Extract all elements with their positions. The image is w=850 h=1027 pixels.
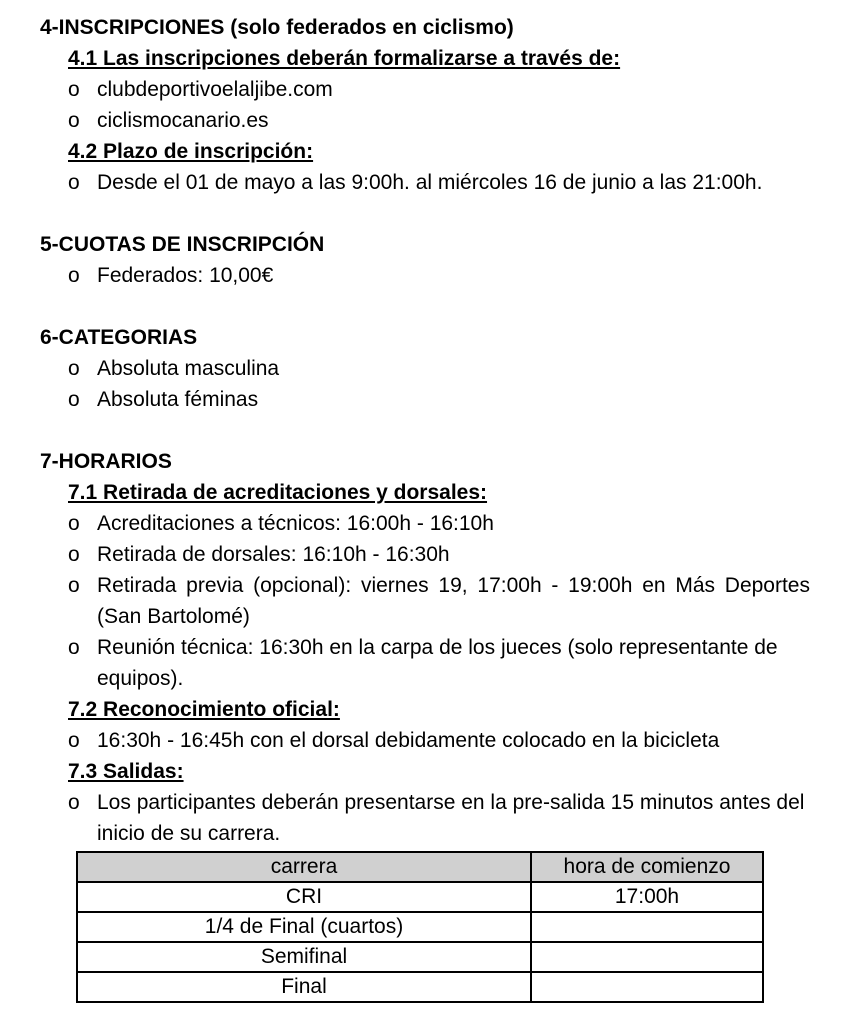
table-row: [77, 942, 763, 972]
table-cell: [531, 942, 763, 972]
section-7-1-title: 7.1 Retirada de acreditaciones y dorsales:: [68, 481, 488, 504]
bullet-icon: o: [68, 388, 80, 411]
table-header-cell: carrera: [77, 852, 531, 882]
list-item: o Federados: 10,00€: [68, 260, 810, 291]
list-item: o 16:30h - 16:45h con el dorsal debidamente colocado en la bicicleta: [68, 725, 810, 756]
table-row: [77, 972, 763, 1002]
list-item: o Reunión técnica: 16:30h en la carpa de los jueces (solo representante de equipos).: [68, 632, 810, 694]
bullet-icon: o: [68, 543, 80, 566]
table-row: [77, 912, 763, 942]
section-4-title: 4-INSCRIPCIONES (solo federados en ciclismo): [40, 16, 514, 39]
bullet-icon: o: [68, 171, 80, 194]
bullet-icon: o: [68, 729, 80, 752]
section-7-2-title: 7.2 Reconocimiento oficial:: [68, 698, 340, 721]
list-item: o Los participantes deberán presentarse en la pre-salida 15 minutos antes del inicio de su carrera.: [68, 787, 810, 849]
table-cell: CRI: [77, 882, 531, 912]
list-item: o Retirada de dorsales: 16:10h - 16:30h: [68, 539, 810, 570]
section-5-list: [40, 260, 810, 291]
bullet-icon: o: [68, 512, 80, 535]
bullet-icon: o: [68, 636, 80, 659]
schedule-table: [76, 851, 764, 1003]
section-4-1-list: [40, 74, 810, 136]
section-4-2-list: [40, 167, 810, 198]
section-4-1-title: 4.1 Las inscripciones deberán formalizarse a través de:: [68, 47, 621, 70]
bullet-icon: o: [68, 264, 80, 287]
list-item: o ciclismocanario.es: [68, 105, 810, 136]
list-item: o Absoluta féminas: [68, 384, 810, 415]
table-header-row: [77, 852, 763, 882]
list-item: o Retirada previa (opcional): viernes 19, 17:00h - 19:00h en Más Deportes (San Bartolomé): [68, 570, 810, 632]
section-7-1-list: [40, 508, 810, 694]
table-cell: [531, 972, 763, 1002]
section-6-title: 6-CATEGORIAS: [40, 326, 198, 349]
bullet-icon: o: [68, 109, 80, 132]
bullet-icon: o: [68, 791, 80, 814]
section-5-title: 5-CUOTAS DE INSCRIPCIÓN: [40, 233, 325, 256]
bullet-icon: o: [68, 574, 80, 597]
list-item: o clubdeportivoelaljibe.com: [68, 74, 810, 105]
section-4-2-title: 4.2 Plazo de inscripción:: [68, 140, 314, 163]
table-header-cell: hora de comienzo: [531, 852, 763, 882]
table-cell: [531, 912, 763, 942]
section-6-list: [40, 353, 810, 415]
section-7-3-title: 7.3 Salidas:: [68, 760, 184, 783]
bullet-icon: o: [68, 357, 80, 380]
bullet-icon: o: [68, 78, 80, 101]
table-cell: Final: [77, 972, 531, 1002]
table-row: [77, 882, 763, 912]
section-7-2-list: [40, 725, 810, 756]
list-item: o Absoluta masculina: [68, 353, 810, 384]
section-7-3-list: [40, 787, 810, 849]
list-item: o Acreditaciones a técnicos: 16:00h - 16:10h: [68, 508, 810, 539]
list-item: o Desde el 01 de mayo a las 9:00h. al miércoles 16 de junio a las 21:00h.: [68, 167, 810, 198]
table-cell: 17:00h: [531, 882, 763, 912]
section-7-title: 7-HORARIOS: [40, 450, 172, 473]
table-cell: Semifinal: [77, 942, 531, 972]
table-cell: 1/4 de Final (cuartos): [77, 912, 531, 942]
